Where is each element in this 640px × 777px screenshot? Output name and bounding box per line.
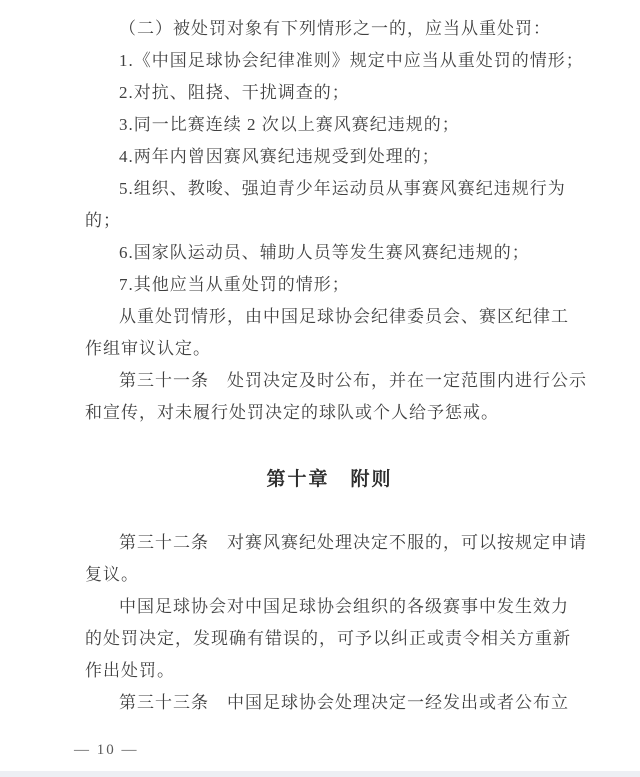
text-line: 第三十二条 对赛风赛纪处理决定不服的，可以按规定申请 bbox=[119, 533, 587, 552]
text-line: 作出处罚。 bbox=[85, 661, 175, 680]
chapter-heading: 第十章 附则 bbox=[266, 469, 393, 490]
document-body bbox=[85, 13, 587, 719]
page-bottom-edge bbox=[0, 771, 640, 777]
text-line: 作组审议认定。 bbox=[85, 339, 211, 358]
text-line: 第三十一条 处罚决定及时公布，并在一定范围内进行公示 bbox=[119, 371, 587, 390]
text-line: （二）被处罚对象有下列情形之一的，应当从重处罚： bbox=[119, 19, 551, 38]
text-line: 中国足球协会对中国足球协会组织的各级赛事中发生效力 bbox=[119, 597, 569, 616]
text-line: 从重处罚情形，由中国足球协会纪律委员会、赛区纪律工 bbox=[119, 307, 569, 326]
text-line: 的； bbox=[85, 211, 121, 230]
text-line: 7.其他应当从重处罚的情形； bbox=[119, 275, 350, 294]
text-line: 和宣传，对未履行处罚决定的球队或个人给予惩戒。 bbox=[85, 403, 499, 422]
text-line: 2.对抗、阻挠、干扰调查的； bbox=[119, 83, 350, 102]
text-line: 3.同一比赛连续 2 次以上赛风赛纪违规的； bbox=[119, 115, 460, 134]
text-line: 5.组织、教唆、强迫青少年运动员从事赛风赛纪违规行为 bbox=[119, 179, 566, 198]
text-line: 复议。 bbox=[85, 565, 139, 584]
page-number: — 10 — bbox=[74, 742, 139, 758]
text-line: 第三十三条 中国足球协会处理决定一经发出或者公布立 bbox=[119, 693, 569, 712]
text-line: 6.国家队运动员、辅助人员等发生赛风赛纪违规的； bbox=[119, 243, 530, 262]
text-line: 1.《中国足球协会纪律准则》规定中应当从重处罚的情形； bbox=[119, 51, 584, 70]
text-line: 的处罚决定，发现确有错误的，可予以纠正或责令相关方重新 bbox=[85, 629, 571, 648]
text-line: 4.两年内曾因赛风赛纪违规受到处理的； bbox=[119, 147, 440, 166]
